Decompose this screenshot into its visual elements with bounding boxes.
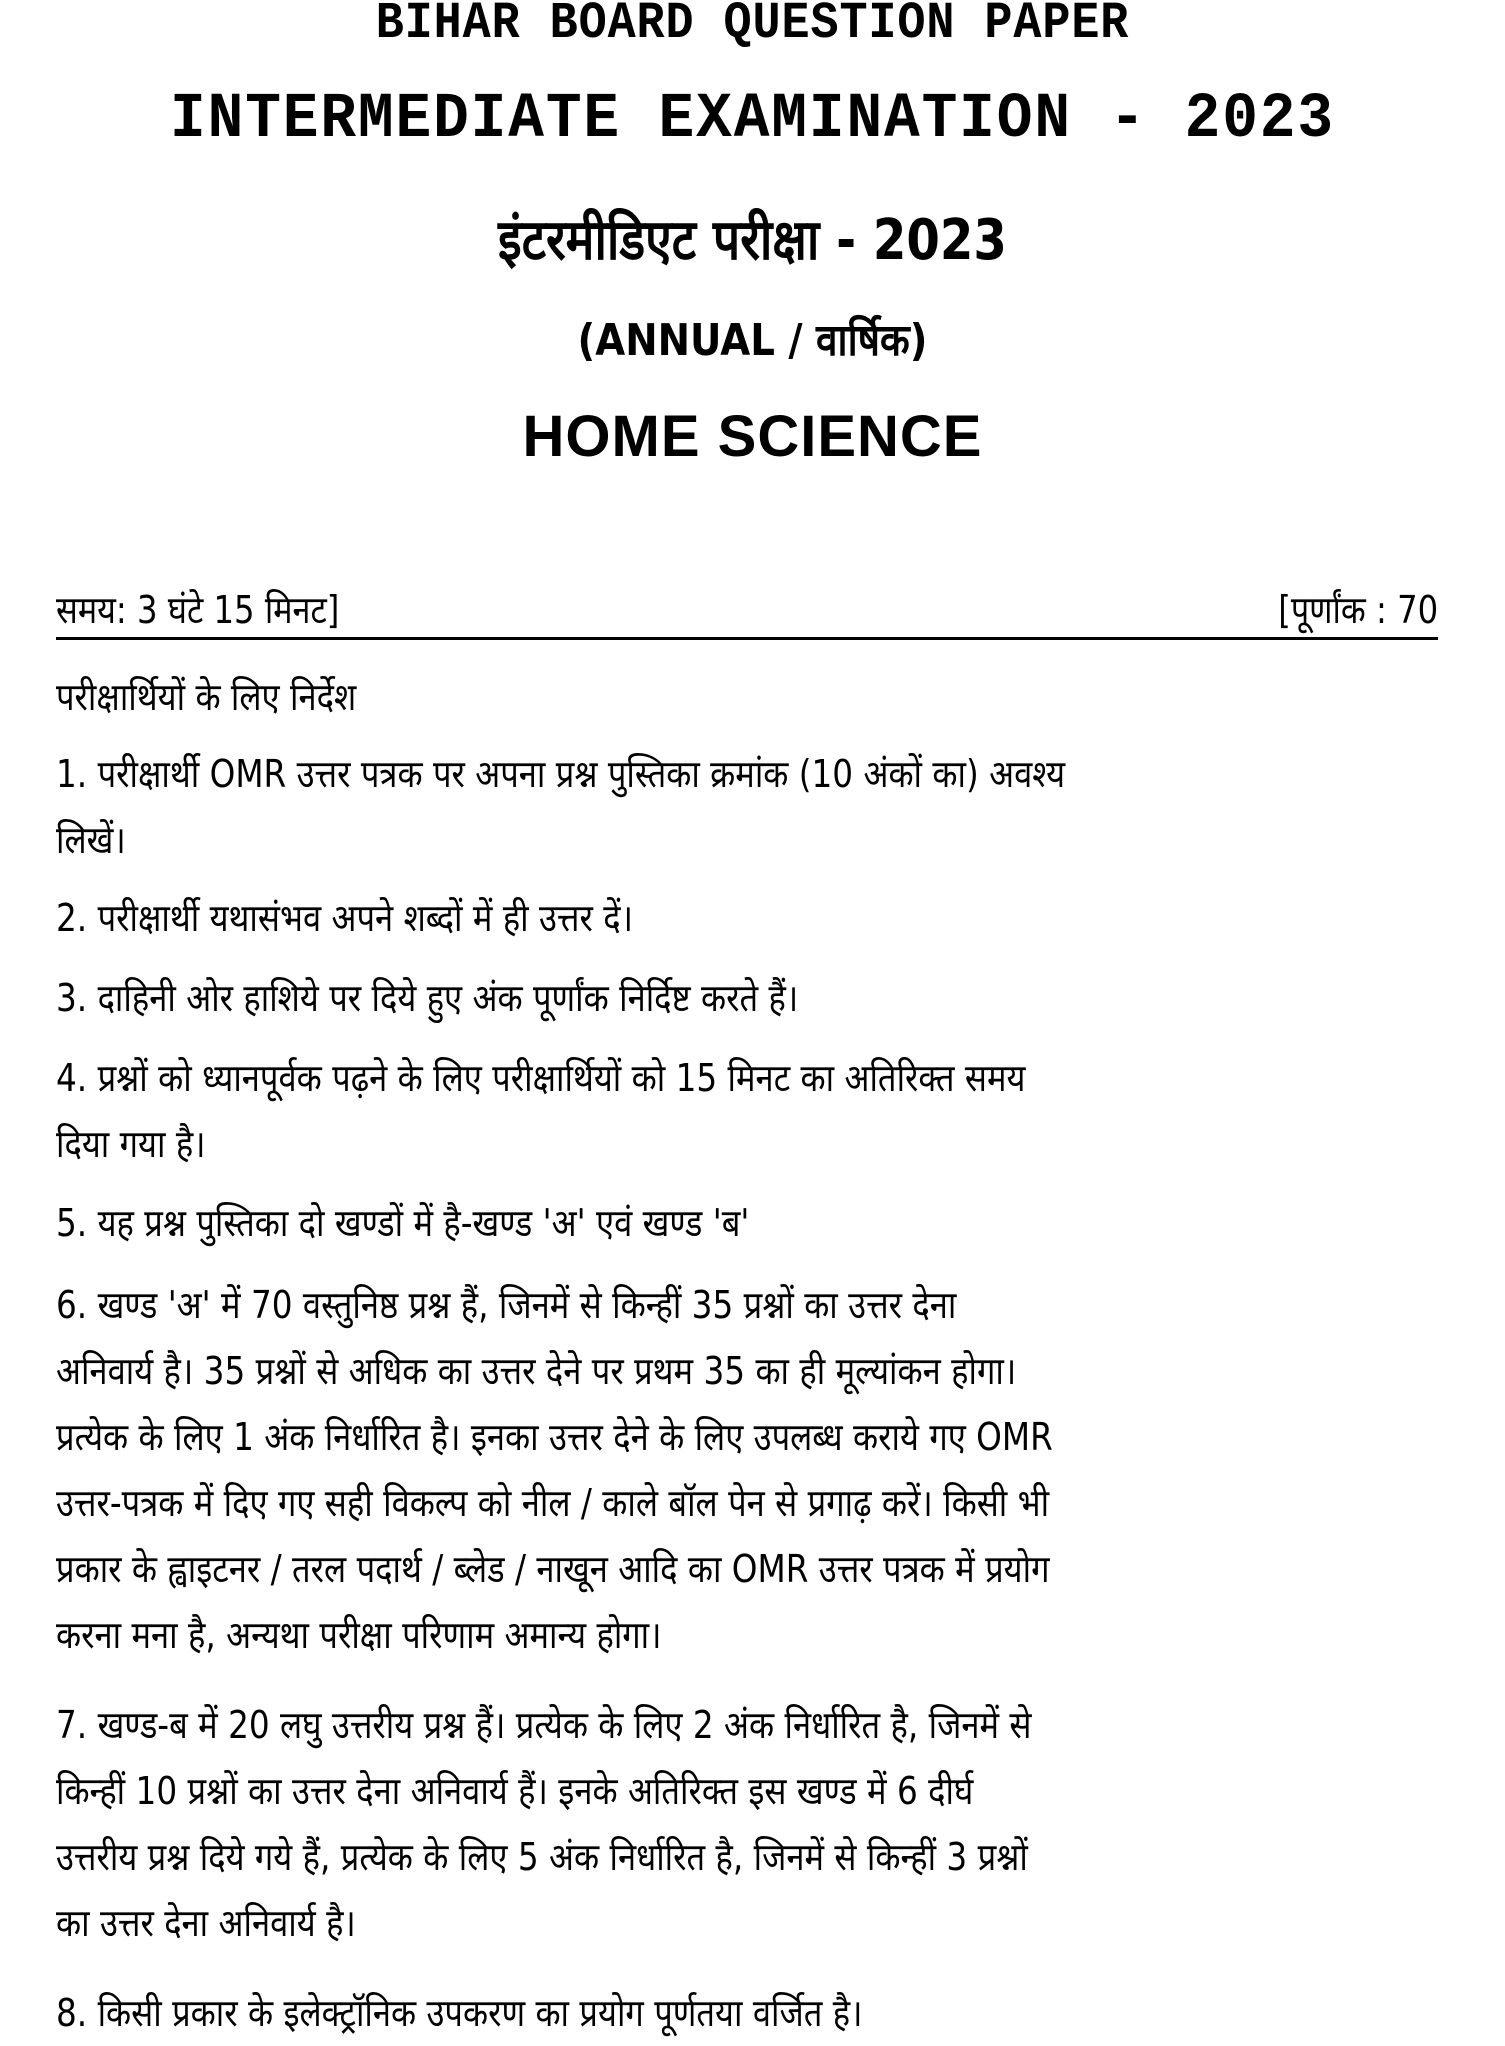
instruction-item-7	[56, 1692, 1032, 1956]
instruction-line: 8. किसी प्रकार के इलेक्ट्रॉनिक उपकरण का प्रयोग पूर्णतया वर्जित है।	[56, 1991, 863, 2035]
instruction-line: लिखें।	[56, 818, 126, 862]
instruction-line: 1. परीक्षार्थी OMR उत्तर पत्रक पर अपना प्रश्न पुस्तिका क्रमांक (10 अंकों का) अवश्य	[56, 752, 1066, 796]
instructions-heading: परीक्षार्थियों के लिए निर्देश	[56, 675, 357, 719]
instruction-line: प्रकार के ह्वाइटनर / तरल पदार्थ / ब्लेड / नाखून आदि का OMR उत्तर पत्रक में प्रयोग	[56, 1547, 1050, 1591]
instruction-item-2	[56, 885, 633, 951]
instruction-line: का उत्तर देना अनिवार्य है।	[56, 1901, 356, 1945]
instruction-line: 3. दाहिनी ओर हाशिये पर दिये हुए अंक पूर्णांक निर्दिष्ट करते हैं।	[56, 976, 799, 1020]
exam-session: (ANNUAL / वार्षिक)	[577, 315, 928, 366]
instruction-item-5	[56, 1190, 749, 1256]
instruction-line: उत्तर-पत्रक में दिए गए सही विकल्प को नील / काले बॉल पेन से प्रगाढ़ करें। किसी भी	[56, 1481, 1050, 1525]
time-marks-row	[56, 585, 1438, 640]
instruction-line: प्रत्येक के लिए 1 अंक निर्धारित है। इनका उत्तर देने के लिए उपलब्ध कराये गए OMR	[56, 1415, 1053, 1459]
instruction-item-4	[56, 1045, 1026, 1177]
instruction-line: दिया गया है।	[56, 1122, 206, 1166]
instruction-item-1	[56, 741, 1065, 873]
instruction-line: 2. परीक्षार्थी यथासंभव अपने शब्दों में ही उत्तर दें।	[56, 896, 634, 940]
full-marks: [पूर्णांक : 70	[1278, 588, 1438, 632]
instruction-item-8	[56, 1980, 862, 2046]
instruction-line: 6. खण्ड 'अ' में 70 वस्तुनिष्ठ प्रश्न हैं, जिनमें से किन्हीं 35 प्रश्नों का उत्तर देना	[56, 1283, 957, 1327]
instruction-item-6	[56, 1272, 1053, 1668]
instruction-line: 7. खण्ड-ब में 20 लघु उत्तरीय प्रश्न हैं। प्रत्येक के लिए 2 अंक निर्धारित है, जिनमें से	[56, 1703, 1032, 1747]
instruction-line: 5. यह प्रश्न पुस्तिका दो खण्डों में है-खण्ड 'अ' एवं खण्ड 'ब'	[56, 1201, 750, 1245]
board-title: BIHAR BOARD QUESTION PAPER	[375, 0, 1130, 53]
subject-title: HOME SCIENCE	[522, 404, 983, 469]
instruction-line: अनिवार्य है। 35 प्रश्नों से अधिक का उत्तर देने पर प्रथम 35 का ही मूल्यांकन होगा।	[56, 1349, 1017, 1393]
exam-title-hindi: इंटरमीडिएट परीक्षा - 2023	[498, 208, 1007, 273]
exam-duration: समय: 3 घंटे 15 मिनट]	[56, 588, 340, 632]
instruction-item-3	[56, 965, 798, 1031]
instruction-line: 4. प्रश्नों को ध्यानपूर्वक पढ़ने के लिए परीक्षार्थियों को 15 मिनट का अतिरिक्त समय	[56, 1056, 1026, 1100]
instruction-line: करना मना है, अन्यथा परीक्षा परिणाम अमान्य होगा।	[56, 1613, 662, 1657]
instruction-line: किन्हीं 10 प्रश्नों का उत्तर देना अनिवार्य हैं। इनके अतिरिक्त इस खण्ड में 6 दीर्घ	[56, 1769, 974, 1813]
exam-title-english: INTERMEDIATE EXAMINATION - 2023	[170, 84, 1335, 156]
instruction-line: उत्तरीय प्रश्न दिये गये हैं, प्रत्येक के लिए 5 अंक निर्धारित है, जिनमें से किन्हीं 3 प्रश्नों	[56, 1835, 1028, 1879]
